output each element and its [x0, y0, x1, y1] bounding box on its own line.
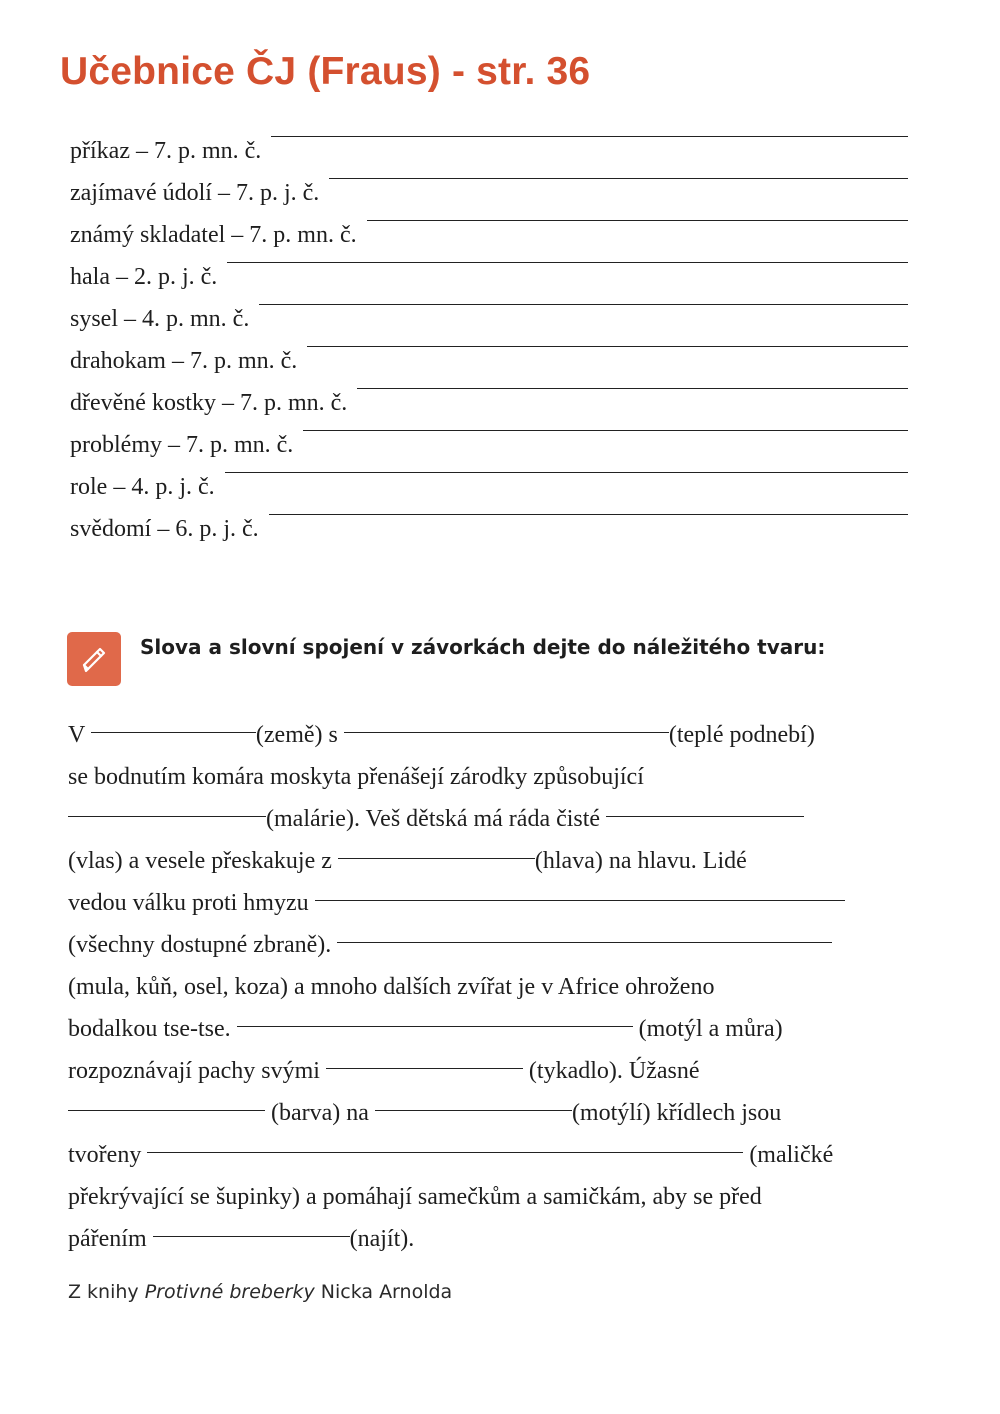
passage-text: pářením	[68, 1226, 153, 1252]
fill-blank[interactable]	[337, 924, 832, 943]
answer-blank[interactable]	[329, 178, 908, 179]
passage-line	[68, 756, 928, 798]
fill-in-passage	[68, 714, 928, 1260]
source-suffix: Nicka Arnolda	[314, 1281, 453, 1303]
passage-text: překrývající se šupinky) a pomáhají samečkům a samičkám, aby se před	[68, 1184, 762, 1210]
passage-text: (všechny dostupné zbraně).	[68, 932, 338, 958]
exercise-row	[70, 432, 908, 474]
exercise-prompt: svědomí – 6. p. j. č.	[70, 516, 259, 542]
fill-blank[interactable]	[91, 714, 256, 733]
exercise-prompt: dřevěné kostky – 7. p. mn. č.	[70, 390, 348, 416]
fill-blank[interactable]	[606, 798, 804, 817]
fill-blank[interactable]	[344, 714, 669, 733]
exercise-prompt: sysel – 4. p. mn. č.	[70, 306, 250, 332]
exercise-row	[70, 348, 908, 390]
declension-exercise	[70, 138, 908, 558]
passage-text: (tykadlo). Úžasné	[522, 1058, 700, 1084]
fill-blank[interactable]	[68, 798, 266, 817]
passage-text: (malárie). Veš dětská má ráda čisté	[266, 806, 607, 832]
passage-line	[68, 966, 928, 1008]
source-prefix: Z knihy	[68, 1281, 145, 1303]
page-title: Učebnice ČJ (Fraus) - str. 36	[60, 50, 591, 93]
passage-text: tvořeny	[68, 1142, 148, 1168]
task-header	[67, 632, 825, 686]
pencil-icon	[67, 632, 121, 686]
passage-line	[68, 1008, 928, 1050]
passage-line	[68, 840, 928, 882]
fill-blank[interactable]	[315, 882, 845, 901]
passage-line	[68, 924, 928, 966]
fill-blank[interactable]	[153, 1218, 350, 1237]
task-instruction: Slova a slovní spojení v závorkách dejte do náležitého tvaru:	[140, 635, 826, 659]
answer-blank[interactable]	[303, 430, 908, 431]
passage-text: (motýl a můra)	[632, 1016, 783, 1042]
passage-text: (hlava) na hlavu. Lidé	[534, 848, 747, 874]
passage-text: rozpoznávají pachy svými	[68, 1058, 326, 1084]
fill-blank[interactable]	[326, 1050, 523, 1069]
exercise-prompt: drahokam – 7. p. mn. č.	[70, 348, 298, 374]
exercise-prompt: známý skladatel – 7. p. mn. č.	[70, 222, 357, 248]
passage-line	[68, 882, 928, 924]
exercise-row	[70, 138, 908, 180]
passage-text: (vlas) a vesele přeskakuje z	[68, 848, 338, 874]
passage-text: (motýlí) křídlech jsou	[571, 1100, 782, 1126]
answer-blank[interactable]	[259, 304, 908, 305]
answer-blank[interactable]	[357, 388, 908, 389]
passage-text: (mula, kůň, osel, koza) a mnoho dalších zvířat je v Africe ohroženo	[68, 974, 715, 1000]
passage-line	[68, 1092, 928, 1134]
passage-text: bodalkou tse-tse.	[68, 1016, 237, 1042]
answer-blank[interactable]	[367, 220, 908, 221]
passage-text: vedou válku proti hmyzu	[68, 890, 315, 916]
fill-blank[interactable]	[237, 1008, 633, 1027]
answer-blank[interactable]	[271, 136, 908, 137]
exercise-prompt: zajímavé údolí – 7. p. j. č.	[70, 180, 320, 206]
exercise-row	[70, 390, 908, 432]
passage-line	[68, 1050, 928, 1092]
fill-blank[interactable]	[147, 1134, 743, 1153]
passage-line	[68, 714, 928, 756]
passage-line	[68, 1176, 928, 1218]
source-citation	[68, 1281, 452, 1303]
passage-line	[68, 1218, 928, 1260]
passage-line	[68, 798, 928, 840]
answer-blank[interactable]	[269, 514, 908, 515]
exercise-row	[70, 222, 908, 264]
passage-text: se bodnutím komára moskyta přenášejí zárodky způsobující	[68, 764, 644, 790]
passage-text: (najít).	[349, 1226, 415, 1252]
passage-text: V	[68, 722, 91, 748]
passage-text: (maličké	[743, 1142, 834, 1168]
exercise-prompt: role – 4. p. j. č.	[70, 474, 215, 500]
fill-blank[interactable]	[68, 1092, 265, 1111]
fill-blank[interactable]	[375, 1092, 572, 1111]
passage-text: (země) s	[255, 722, 344, 748]
exercise-row	[70, 306, 908, 348]
exercise-row	[70, 264, 908, 306]
answer-blank[interactable]	[227, 262, 908, 263]
source-book-title: Protivné breberky	[144, 1281, 315, 1303]
exercise-row	[70, 474, 908, 516]
exercise-row	[70, 180, 908, 222]
exercise-prompt: hala – 2. p. j. č.	[70, 264, 218, 290]
fill-blank[interactable]	[338, 840, 535, 859]
passage-line	[68, 1134, 928, 1176]
answer-blank[interactable]	[225, 472, 908, 473]
exercise-prompt: příkaz – 7. p. mn. č.	[70, 138, 262, 164]
passage-text: (teplé podnebí)	[668, 722, 815, 748]
exercise-row	[70, 516, 908, 558]
exercise-prompt: problémy – 7. p. mn. č.	[70, 432, 294, 458]
passage-text: (barva) na	[265, 1100, 375, 1126]
answer-blank[interactable]	[307, 346, 908, 347]
